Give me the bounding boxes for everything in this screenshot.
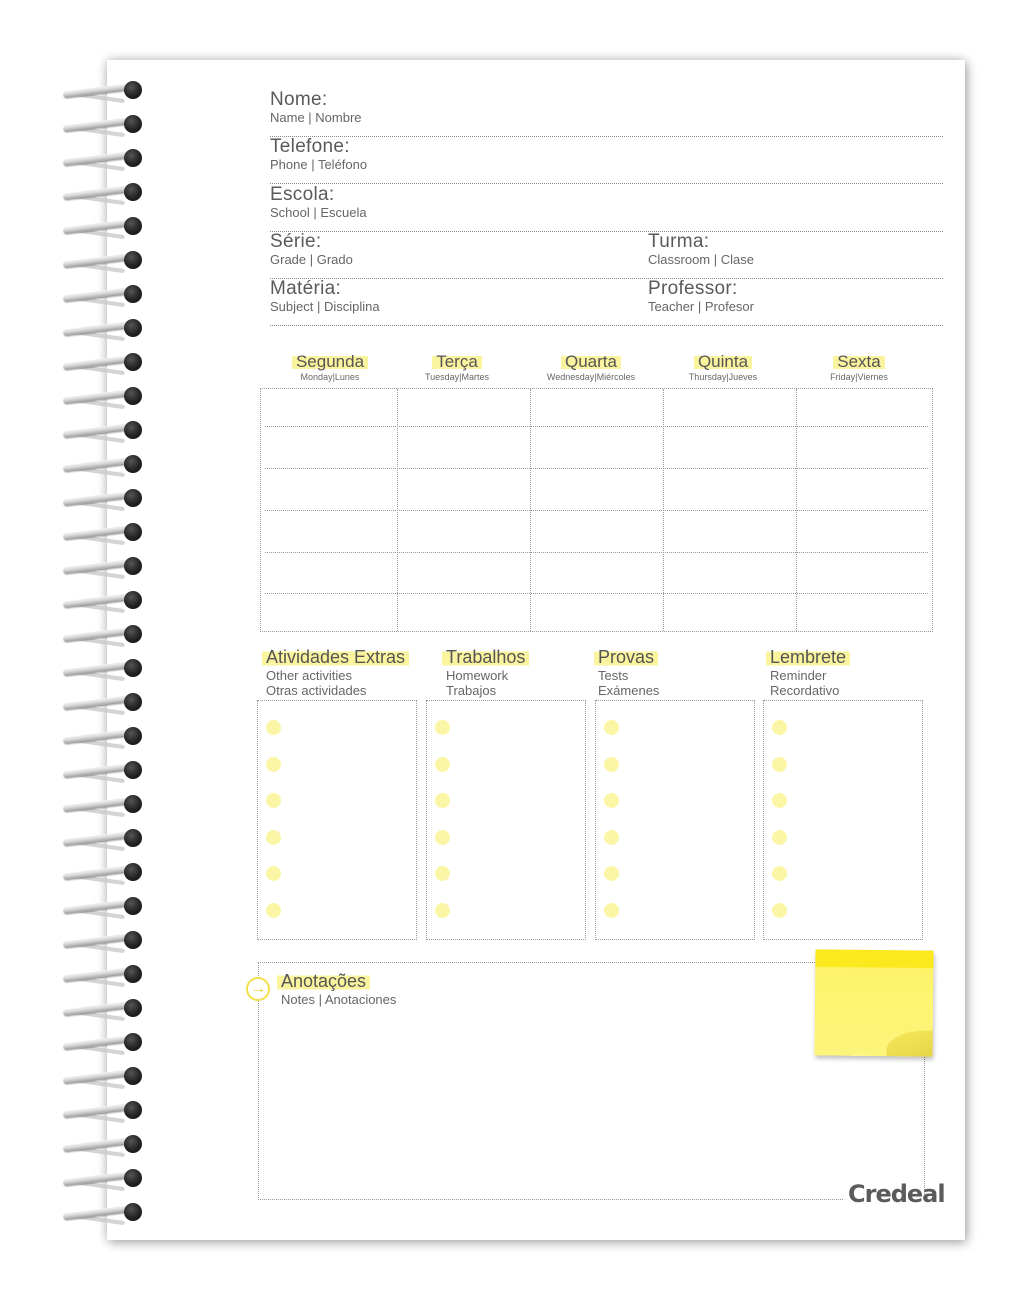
punch-hole xyxy=(124,81,142,99)
section-title: Provas xyxy=(594,647,658,667)
bullet-dot xyxy=(604,720,619,735)
section-subtitle-es: Recordativo xyxy=(770,683,840,698)
grade-label-main: Série: xyxy=(270,231,322,252)
punch-hole xyxy=(124,761,142,779)
classroom-label xyxy=(648,232,754,268)
bullet-dot xyxy=(266,903,281,918)
name-label xyxy=(270,90,362,126)
bullet-dot xyxy=(266,866,281,881)
punch-hole xyxy=(124,1203,142,1221)
spiral-coil xyxy=(55,622,150,646)
punch-hole xyxy=(124,1033,142,1051)
school-label xyxy=(270,185,367,221)
day-translation: Wednesday|Miércoles xyxy=(546,372,636,382)
bullet-dot xyxy=(604,830,619,845)
brand-logo: Credeal xyxy=(848,1180,945,1208)
section-subtitle-en: Reminder xyxy=(770,668,827,683)
classroom-label-sub: Classroom | Clase xyxy=(648,252,754,267)
day-header-monday xyxy=(270,353,390,382)
punch-hole xyxy=(124,591,142,609)
section-subtitle-es: Trabajos xyxy=(446,683,497,698)
teacher-label-sub: Teacher | Profesor xyxy=(648,299,754,314)
spiral-coil xyxy=(55,690,150,714)
arrow-right-circle-icon: → xyxy=(246,977,270,1001)
punch-hole xyxy=(124,727,142,745)
bullet-dot xyxy=(435,793,450,808)
bullet-dot xyxy=(604,866,619,881)
punch-hole xyxy=(124,285,142,303)
spiral-coil xyxy=(55,1166,150,1190)
day-translation: Monday|Lunes xyxy=(300,372,360,382)
teacher-label xyxy=(648,279,754,315)
phone-label-main: Telefone: xyxy=(270,136,350,157)
punch-hole xyxy=(124,1101,142,1119)
punch-hole xyxy=(124,115,142,133)
spiral-coil xyxy=(55,316,150,340)
tests-box[interactable] xyxy=(595,700,755,940)
day-name: Sexta xyxy=(833,353,884,371)
spiral-coil xyxy=(55,758,150,782)
section-subtitle-en: Other activities xyxy=(266,668,352,683)
bullet-dot xyxy=(772,757,787,772)
punch-hole xyxy=(124,625,142,643)
punch-hole xyxy=(124,897,142,915)
spiral-coil xyxy=(55,656,150,680)
notes-bottom-border xyxy=(258,1199,843,1200)
section-header-tests xyxy=(598,647,659,698)
notes-subtitle: Notes | Anotaciones xyxy=(281,992,397,1007)
punch-hole xyxy=(124,863,142,881)
punch-hole xyxy=(124,523,142,541)
section-subtitle-en: Tests xyxy=(598,668,629,683)
punch-hole xyxy=(124,965,142,983)
school-label-main: Escola: xyxy=(270,184,335,205)
section-title: Atividades Extras xyxy=(262,647,409,667)
subject-label-main: Matéria: xyxy=(270,278,342,299)
spiral-coil xyxy=(55,792,150,816)
bullet-dot xyxy=(772,866,787,881)
punch-hole xyxy=(124,353,142,371)
spiral-binding xyxy=(55,78,150,1228)
bullet-dot xyxy=(266,720,281,735)
section-header-extra-activities xyxy=(266,647,409,698)
spiral-coil xyxy=(55,1098,150,1122)
phone-label-sub: Phone | Teléfono xyxy=(270,157,368,172)
punch-hole xyxy=(124,829,142,847)
bullet-dot xyxy=(772,903,787,918)
bullet-dot xyxy=(266,830,281,845)
bullet-dot xyxy=(435,903,450,918)
grid-row-divider xyxy=(265,426,928,427)
subject-teacher-field-row[interactable] xyxy=(270,279,943,326)
punch-hole xyxy=(124,693,142,711)
notes-header xyxy=(281,971,396,1007)
bullet-dot xyxy=(435,720,450,735)
homework-box[interactable] xyxy=(426,700,586,940)
grade-label-sub: Grade | Grado xyxy=(270,252,353,267)
subject-label xyxy=(270,279,380,315)
bullet-dot xyxy=(435,830,450,845)
section-title: Lembrete xyxy=(766,647,850,667)
punch-hole xyxy=(124,455,142,473)
bullet-dot xyxy=(604,903,619,918)
punch-hole xyxy=(124,217,142,235)
spiral-coil xyxy=(55,962,150,986)
spiral-coil xyxy=(55,894,150,918)
punch-hole xyxy=(124,489,142,507)
spiral-coil xyxy=(55,1064,150,1088)
spiral-coil xyxy=(55,452,150,476)
section-subtitle-en: Homework xyxy=(446,668,509,683)
spiral-coil xyxy=(55,588,150,612)
timetable-grid[interactable] xyxy=(260,388,933,632)
bullet-dot xyxy=(435,757,450,772)
day-name: Segunda xyxy=(292,353,368,371)
bullet-dot xyxy=(772,720,787,735)
punch-hole xyxy=(124,1135,142,1153)
subject-label-sub: Subject | Disciplina xyxy=(270,299,380,314)
punch-hole xyxy=(124,557,142,575)
spiral-coil xyxy=(55,214,150,238)
bullet-dot xyxy=(772,830,787,845)
spiral-coil xyxy=(55,1132,150,1156)
section-header-homework xyxy=(446,647,529,698)
teacher-label-main: Professor: xyxy=(648,278,738,299)
day-translation: Tuesday|Martes xyxy=(424,372,490,382)
section-subtitle-es: Otras actividades xyxy=(266,683,367,698)
spiral-coil xyxy=(55,1030,150,1054)
school-field-row[interactable] xyxy=(270,185,943,232)
spiral-coil xyxy=(55,418,150,442)
spiral-coil xyxy=(55,146,150,170)
day-name: Terça xyxy=(432,353,482,371)
grade-label xyxy=(270,232,353,268)
bullet-dot xyxy=(604,757,619,772)
name-field-row[interactable] xyxy=(270,90,943,137)
punch-hole xyxy=(124,1169,142,1187)
grade-class-field-row[interactable] xyxy=(270,232,943,279)
spiral-coil xyxy=(55,486,150,510)
punch-hole xyxy=(124,251,142,269)
spiral-coil xyxy=(55,180,150,204)
day-header-wednesday xyxy=(530,353,652,382)
day-translation: Friday|Viernes xyxy=(830,372,888,382)
spiral-coil xyxy=(55,520,150,544)
school-label-sub: School | Escuela xyxy=(270,205,367,220)
spiral-coil xyxy=(55,248,150,272)
grid-row-divider xyxy=(265,593,928,594)
spiral-coil xyxy=(55,78,150,102)
day-header-friday xyxy=(799,353,919,382)
punch-hole xyxy=(124,421,142,439)
name-label-main: Nome: xyxy=(270,89,328,110)
section-header-reminder xyxy=(770,647,850,698)
spiral-coil xyxy=(55,724,150,748)
bullet-dot xyxy=(604,793,619,808)
day-translation: Thursday|Jueves xyxy=(688,372,758,382)
spiral-coil xyxy=(55,554,150,578)
bullet-dot xyxy=(772,793,787,808)
spiral-coil xyxy=(55,826,150,850)
spiral-coil xyxy=(55,928,150,952)
sticky-note-curl xyxy=(886,1030,932,1056)
spiral-coil xyxy=(55,282,150,306)
classroom-label-main: Turma: xyxy=(648,231,710,252)
day-name: Quarta xyxy=(561,353,621,371)
section-title: Trabalhos xyxy=(442,647,529,667)
name-label-sub: Name | Nombre xyxy=(270,110,362,125)
section-subtitle-es: Exámenes xyxy=(598,683,660,698)
phone-label xyxy=(270,137,367,173)
punch-hole xyxy=(124,387,142,405)
bullet-dot xyxy=(266,793,281,808)
spiral-coil xyxy=(55,350,150,374)
spiral-coil xyxy=(55,384,150,408)
day-header-thursday xyxy=(663,353,783,382)
punch-hole xyxy=(124,183,142,201)
punch-hole xyxy=(124,999,142,1017)
punch-hole xyxy=(124,659,142,677)
spiral-coil xyxy=(55,1200,150,1224)
bullet-dot xyxy=(435,866,450,881)
punch-hole xyxy=(124,149,142,167)
reminder-box[interactable] xyxy=(763,700,923,940)
extra-activities-box[interactable] xyxy=(257,700,417,940)
bullet-dot xyxy=(266,757,281,772)
punch-hole xyxy=(124,319,142,337)
grid-row-divider xyxy=(265,510,928,511)
phone-field-row[interactable] xyxy=(270,137,943,184)
sticky-note xyxy=(814,949,933,1056)
day-name: Quinta xyxy=(694,353,752,371)
notes-title: Anotações xyxy=(277,971,370,991)
punch-hole xyxy=(124,931,142,949)
spiral-coil xyxy=(55,860,150,884)
day-header-tuesday xyxy=(397,353,517,382)
punch-hole xyxy=(124,1067,142,1085)
spiral-coil xyxy=(55,112,150,136)
spiral-coil xyxy=(55,996,150,1020)
grid-row-divider xyxy=(265,552,928,553)
punch-hole xyxy=(124,795,142,813)
grid-row-divider xyxy=(265,468,928,469)
